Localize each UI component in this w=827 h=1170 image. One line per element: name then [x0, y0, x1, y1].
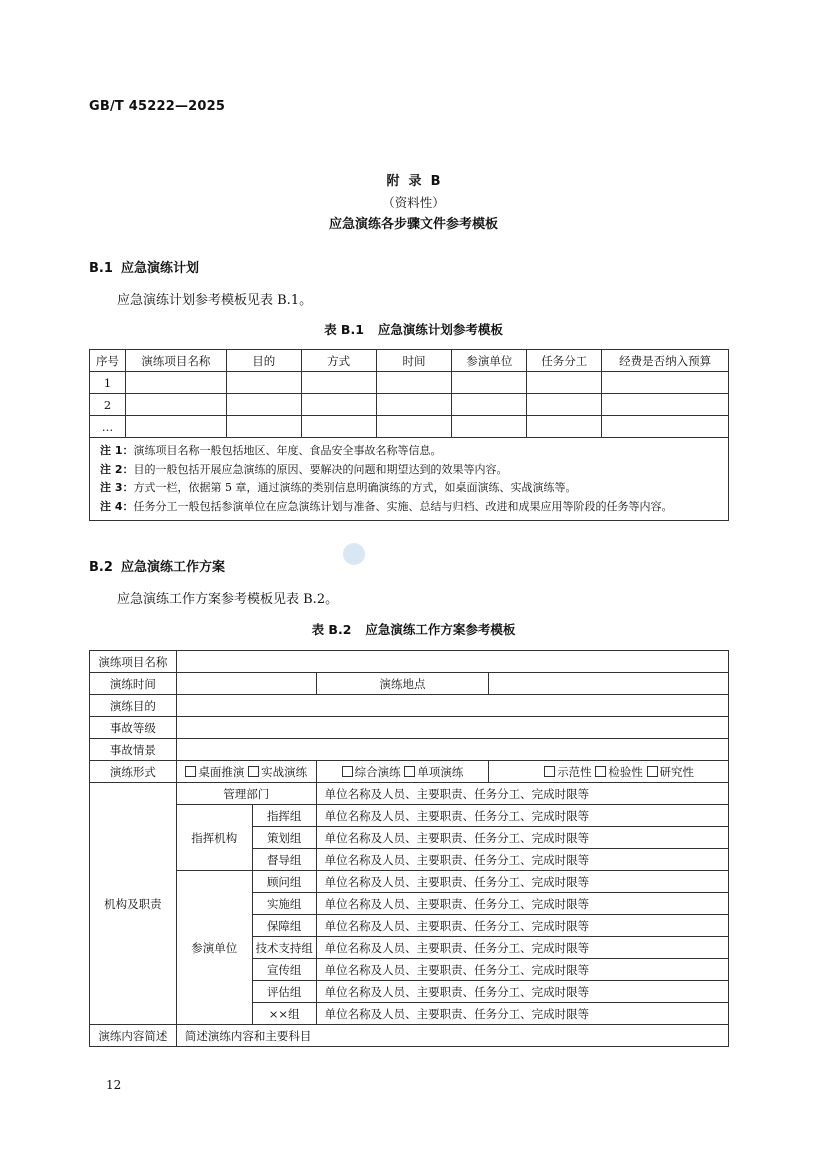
checkbox-option[interactable]: 检验性 — [595, 764, 643, 780]
form-options-row — [90, 761, 729, 783]
checkbox-icon[interactable] — [342, 766, 353, 777]
duty-text: 单位名称及人员、主要职责、任务分工、完成时限等 — [316, 871, 728, 893]
duty-text: 单位名称及人员、主要职责、任务分工、完成时限等 — [316, 937, 728, 959]
document-code: GB/T 45222—2025 — [89, 99, 226, 114]
group-name: 顾问组 — [252, 871, 316, 893]
table-title: 应急演练工作方案参考模板 — [365, 622, 516, 637]
group-name: 督导组 — [252, 849, 316, 871]
table-note: 注 1：演练项目名称一般包括地区、年度、食品安全事故名称等信息。 — [100, 444, 442, 457]
checkbox-icon[interactable] — [185, 766, 196, 777]
section-b1-heading — [89, 257, 199, 276]
checkbox-option[interactable]: 示范性 — [544, 764, 592, 780]
table-note: 注 3：方式一栏，依据第 5 章，通过演练的类别信息明确演练的方式，如桌面演练、实战演练等。 — [100, 481, 577, 494]
form-options-group — [176, 761, 316, 783]
table-notes — [90, 438, 729, 521]
duty-text: 单位名称及人员、主要职责、任务分工、完成时限等 — [316, 915, 728, 937]
checkbox-option[interactable]: 研究性 — [647, 764, 695, 780]
field-label: 演练地点 — [316, 673, 489, 695]
section-title: 应急演练计划 — [121, 261, 200, 276]
table-number: 表 B.1 — [324, 322, 364, 337]
appendix-subtitle: 应急演练各步骤文件参考模板 — [328, 217, 498, 232]
checkbox-option[interactable]: 桌面推演 — [185, 764, 244, 780]
table-b1-caption — [0, 320, 827, 338]
duty-text: 单位名称及人员、主要职责、任务分工、完成时限等 — [316, 827, 728, 849]
row-number: 2 — [90, 394, 126, 416]
duty-text: 单位名称及人员、主要职责、任务分工、完成时限等 — [316, 959, 728, 981]
duty-text: 单位名称及人员、主要职责、任务分工、完成时限等 — [316, 1003, 728, 1025]
row-number: … — [90, 416, 126, 438]
table-number: 表 B.2 — [311, 622, 352, 637]
table-note: 注 2：目的一般包括开展应急演练的原因、要解决的问题和期望达到的效果等内容。 — [100, 462, 508, 476]
checkbox-option[interactable]: 综合演练 — [342, 764, 401, 780]
column-header: 经费是否纳入预算 — [602, 350, 729, 372]
form-options-group — [489, 761, 729, 783]
group-name: 技术支持组 — [252, 937, 316, 959]
field-label: 机构及职责 — [90, 783, 177, 1025]
checkbox-option[interactable]: 单项演练 — [404, 764, 463, 780]
table-row — [90, 372, 729, 394]
checkbox-icon[interactable] — [544, 766, 555, 777]
table-note: 注 4：任务分工一般包括参演单位在应急演练计划与准备、实施、总结与归档、改进和成果应用等阶段的任务等内容。 — [100, 499, 673, 513]
field-label: 演练形式 — [90, 761, 177, 783]
checkbox-icon[interactable] — [647, 766, 658, 777]
checkbox-icon[interactable] — [595, 766, 606, 777]
org-unit: 指挥机构 — [176, 805, 252, 871]
group-name: 指挥组 — [252, 805, 316, 827]
section-b2-intro: 应急演练工作方案参考模板见表 B.2。 — [117, 592, 339, 607]
appendix-nature: （资料性） — [382, 195, 445, 210]
field-label: 演练内容简述 — [90, 1025, 177, 1047]
table-b2-caption — [0, 620, 827, 638]
group-name: ××组 — [252, 1003, 316, 1025]
table-b1 — [89, 349, 729, 521]
checkbox-icon[interactable] — [404, 766, 415, 777]
column-header: 时间 — [376, 350, 452, 372]
duty-text: 单位名称及人员、主要职责、任务分工、完成时限等 — [316, 783, 728, 805]
section-title: 应急演练工作方案 — [121, 560, 226, 575]
row-number: 1 — [90, 372, 126, 394]
table-header-row — [90, 350, 729, 372]
section-number: B.2 — [89, 560, 113, 575]
table-row — [90, 416, 729, 438]
column-header: 任务分工 — [527, 350, 602, 372]
form-options-group — [316, 761, 489, 783]
column-header: 方式 — [301, 350, 376, 372]
group-name: 实施组 — [252, 893, 316, 915]
content-text: 简述演练内容和主要科目 — [176, 1025, 728, 1047]
duty-text: 单位名称及人员、主要职责、任务分工、完成时限等 — [316, 849, 728, 871]
watermark-logo — [343, 543, 365, 565]
field-label: 事故等级 — [90, 717, 177, 739]
table-b2 — [89, 650, 729, 1047]
table-row — [90, 394, 729, 416]
section-b2-heading — [89, 556, 225, 575]
section-number: B.1 — [89, 261, 113, 276]
checkbox-option[interactable]: 实战演练 — [248, 764, 307, 780]
duty-text: 单位名称及人员、主要职责、任务分工、完成时限等 — [316, 805, 728, 827]
duty-text: 单位名称及人员、主要职责、任务分工、完成时限等 — [316, 981, 728, 1003]
group-name: 宣传组 — [252, 959, 316, 981]
duty-text: 单位名称及人员、主要职责、任务分工、完成时限等 — [316, 893, 728, 915]
group-name: 评估组 — [252, 981, 316, 1003]
table-title: 应急演练计划参考模板 — [377, 322, 503, 337]
column-header: 序号 — [90, 350, 126, 372]
column-header: 参演单位 — [452, 350, 527, 372]
column-header: 演练项目名称 — [125, 350, 226, 372]
org-unit: 参演单位 — [176, 871, 252, 1025]
field-label: 演练目的 — [90, 695, 177, 717]
page-number: 12 — [106, 1078, 122, 1092]
org-unit: 管理部门 — [176, 783, 316, 805]
field-label: 演练项目名称 — [90, 651, 177, 673]
checkbox-icon[interactable] — [248, 766, 259, 777]
group-name: 保障组 — [252, 915, 316, 937]
field-label: 事故情景 — [90, 739, 177, 761]
group-name: 策划组 — [252, 827, 316, 849]
appendix-title: 附 录 B — [386, 174, 441, 189]
section-b1-intro: 应急演练计划参考模板见表 B.1。 — [117, 293, 313, 308]
column-header: 目的 — [226, 350, 301, 372]
field-label: 演练时间 — [90, 673, 177, 695]
